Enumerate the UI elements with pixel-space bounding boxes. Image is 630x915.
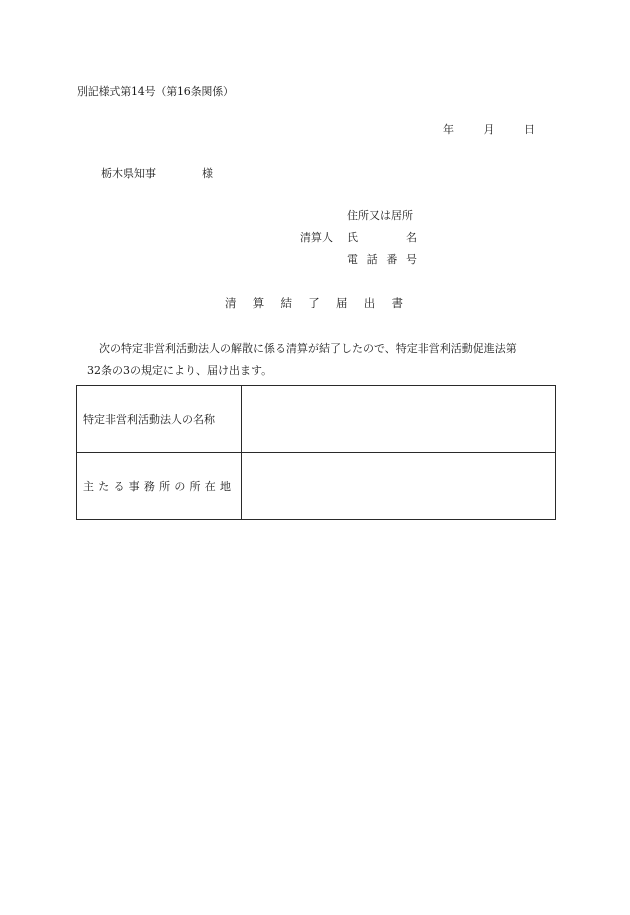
date-month-label: 月 xyxy=(483,123,495,136)
applicant-block xyxy=(300,210,430,276)
phone-row xyxy=(300,254,430,276)
address-label: 住所又は居所 xyxy=(347,209,413,222)
office-location-label: 主 た る 事 務 所 の 所 在 地 xyxy=(77,453,242,520)
name-row xyxy=(300,232,430,254)
date-line xyxy=(443,124,535,135)
addressee xyxy=(101,168,213,179)
name-label: 氏 名 xyxy=(347,231,417,244)
addressee-name: 栃木県知事 xyxy=(101,167,156,180)
table-row xyxy=(77,453,556,520)
form-number: 別記様式第14号（第16条関係） xyxy=(77,85,234,98)
body-line-1: 次の特定非営利活動法人の解散に係る清算が結了したので、特定非営利活動促進法第 xyxy=(99,342,517,355)
document-title: 清 算 結 了 届 出 書 xyxy=(225,296,403,310)
table-row xyxy=(77,386,556,453)
applicant-role: 清算人 xyxy=(300,231,333,244)
corporation-name-field[interactable] xyxy=(242,386,556,453)
corporation-name-label: 特定非営利活動法人の名称 xyxy=(77,386,242,453)
addressee-honorific: 様 xyxy=(202,167,213,180)
address-row xyxy=(300,210,430,232)
form-table xyxy=(76,385,556,520)
office-location-field[interactable] xyxy=(242,453,556,520)
phone-label: 電 話 番 号 xyxy=(347,253,417,266)
date-year-label: 年 xyxy=(443,123,454,136)
date-day-label: 日 xyxy=(524,123,535,136)
body-line-2: 32条の3の規定により、届け出ます。 xyxy=(87,364,273,377)
body-paragraph xyxy=(87,338,562,382)
